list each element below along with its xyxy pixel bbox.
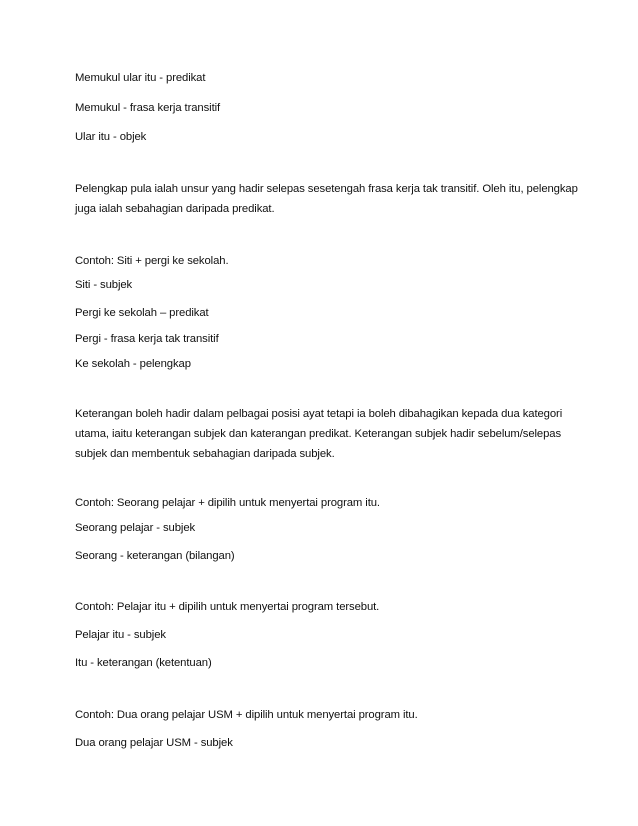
paragraph-keterangan xyxy=(75,404,563,464)
text-line: Memukul - frasa kerja transitif xyxy=(75,102,221,114)
text-line: Seorang pelajar - subjek xyxy=(75,522,196,534)
text-line: Contoh: Pelajar itu + dipilih untuk menyertai program tersebut. xyxy=(75,601,380,613)
text-line: Siti - subjek xyxy=(75,279,133,291)
text-line: Memukul ular itu - predikat xyxy=(75,72,206,84)
paragraph-line: juga ialah sebahagian daripada predikat. xyxy=(75,203,275,215)
text-line: Contoh: Seorang pelajar + dipilih untuk menyertai program itu. xyxy=(75,497,380,509)
text-line: Pergi ke sekolah – predikat xyxy=(75,307,209,319)
paragraph-line: Keterangan boleh hadir dalam pelbagai posisi ayat tetapi ia boleh dibahagikan kepada dua kategori xyxy=(75,408,563,420)
text-line: Pelajar itu - subjek xyxy=(75,629,166,641)
paragraph-pelengkap xyxy=(75,179,578,219)
text-line: Pergi - frasa kerja tak transitif xyxy=(75,333,219,345)
paragraph-line: utama, iaitu keterangan subjek dan katerangan predikat. Keterangan subjek hadir sebelum/selepas xyxy=(75,428,562,440)
text-line: Ke sekolah - pelengkap xyxy=(75,358,191,370)
text-line: Contoh: Dua orang pelajar USM + dipilih untuk menyertai program itu. xyxy=(75,709,418,721)
paragraph-line: subjek dan membentuk sebahagian daripada subjek. xyxy=(75,448,335,460)
text-line: Itu - keterangan (ketentuan) xyxy=(75,657,212,669)
paragraph-line: Pelengkap pula ialah unsur yang hadir selepas sesetengah frasa kerja tak transitif. Oleh itu, pelengkap xyxy=(75,183,578,195)
text-line: Contoh: Siti + pergi ke sekolah. xyxy=(75,255,229,267)
text-line: Seorang - keterangan (bilangan) xyxy=(75,550,235,562)
text-line: Ular itu - objek xyxy=(75,131,147,143)
text-line: Dua orang pelajar USM - subjek xyxy=(75,737,233,749)
